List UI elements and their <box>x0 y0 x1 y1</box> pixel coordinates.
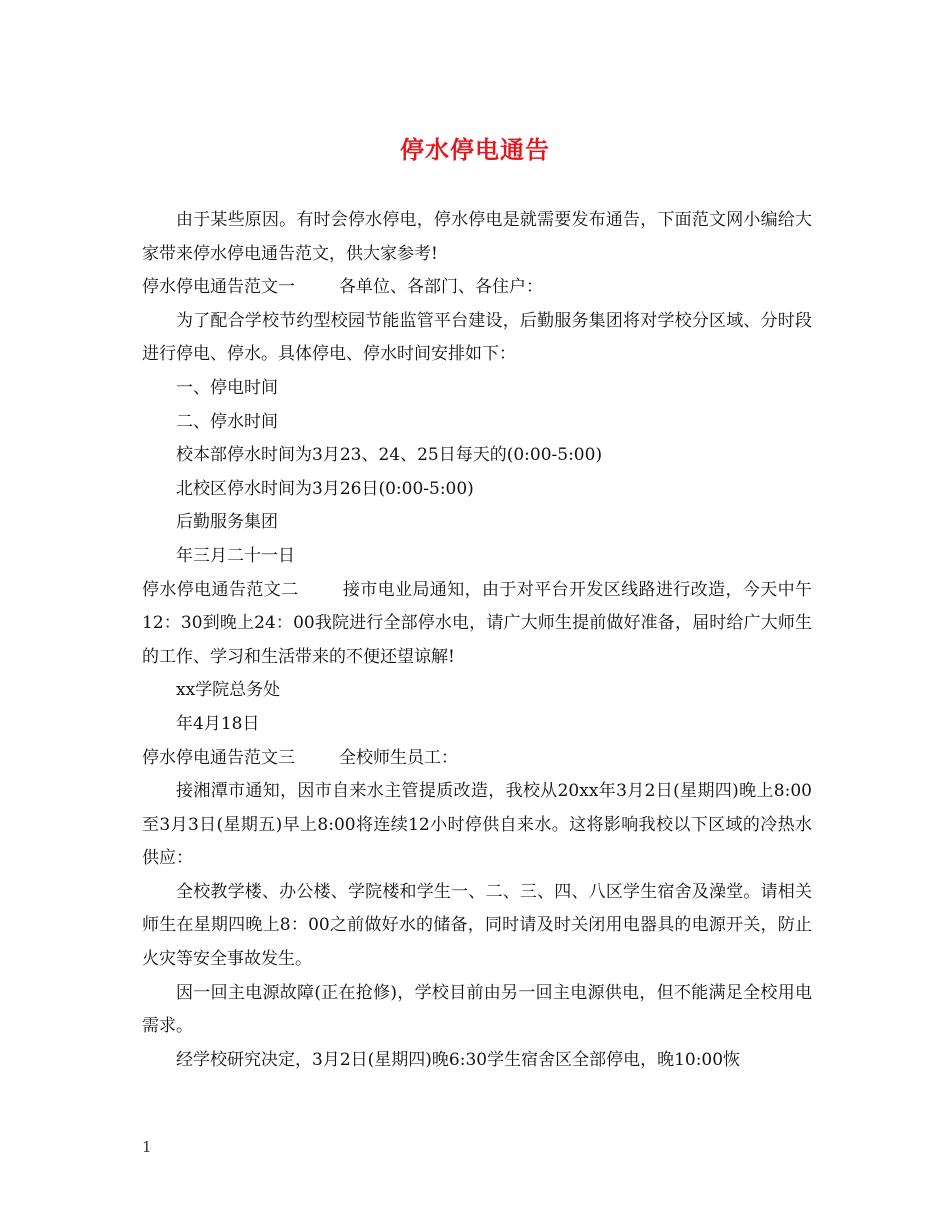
sample-two-paragraph <box>142 574 812 675</box>
document-body <box>142 204 812 1077</box>
intro-paragraph: 由于某些原因。有时会停水停电，停水停电是就需要发布通告，下面范文网小编给大家带来停水停电通告范文，供大家参考! <box>142 210 812 264</box>
sample-two-date: 年4月18日 <box>176 713 260 734</box>
document-title: 停水停电通告 <box>400 135 550 164</box>
sample-one-label: 停水停电通告范文一 <box>142 277 295 298</box>
power-outage-time-item: 一、停电时间 <box>176 377 278 398</box>
sample-one-addressee: 各单位、各部门、各住户： <box>339 277 543 298</box>
sample-one-paragraph: 为了配合学校节约型校园节能监管平台建设，后勤服务集团将对学校分区域、分时段进行停电、停水。具体停电、停水时间安排如下： <box>142 310 812 365</box>
sample-three-paragraph-four: 经学校研究决定，3月2日(星期四)晚6:30学生宿舍区全部停电，晚10:00恢 <box>176 1049 741 1070</box>
sample-three-addressee: 全校师生员工： <box>339 747 458 768</box>
sample-three-paragraph-one: 接湘潭市通知，因市自来水主管提质改造，我校从20xx年3月2日(星期四)晚上8:00至3月3日(星期五)早上8:00将连续12小时停供自来水。这将影响我校以下区域的冷热水供应： <box>142 781 812 869</box>
water-outage-time-item: 二、停水时间 <box>176 411 278 432</box>
sample-two-text: 接市电业局通知，由于对平台开发区线路进行改造，今天中午12：30到晚上24：00我院进行全部停水电，请广大师生提前做好准备，届时给广大师生的工作、学习和生活带来的不便还望谅解! <box>142 579 812 667</box>
sample-two-signature: xx学院总务处 <box>176 680 281 701</box>
sample-three-paragraph-three: 因一回主电源故障(正在抢修)，学校目前由另一回主电源供电，但不能满足全校用电需求。 <box>142 982 812 1037</box>
sample-three-paragraph-two: 全校教学楼、办公楼、学院楼和学生一、二、三、四、八区学生宿舍及澡堂。请相关师生在星期四晚上8：00之前做好水的储备，同时请及时关闭用电器具的电源开关，防止火灾等安全事故发生。 <box>142 881 812 970</box>
sample-one-date: 年三月二十一日 <box>176 545 295 566</box>
page-number: 1 <box>142 1138 152 1156</box>
sample-one-signature: 后勤服务集团 <box>176 512 278 533</box>
sample-three-heading-line <box>142 742 812 776</box>
sample-three-label: 停水停电通告范文三 <box>142 747 295 768</box>
north-campus-water-time: 北校区停水时间为3月26日(0:00-5:00) <box>176 478 474 499</box>
sample-two-label: 停水停电通告范文二 <box>142 579 299 600</box>
sample-one-heading-line <box>142 271 812 305</box>
main-campus-water-time: 校本部停水时间为3月23、24、25日每天的(0:00-5:00) <box>176 445 603 466</box>
